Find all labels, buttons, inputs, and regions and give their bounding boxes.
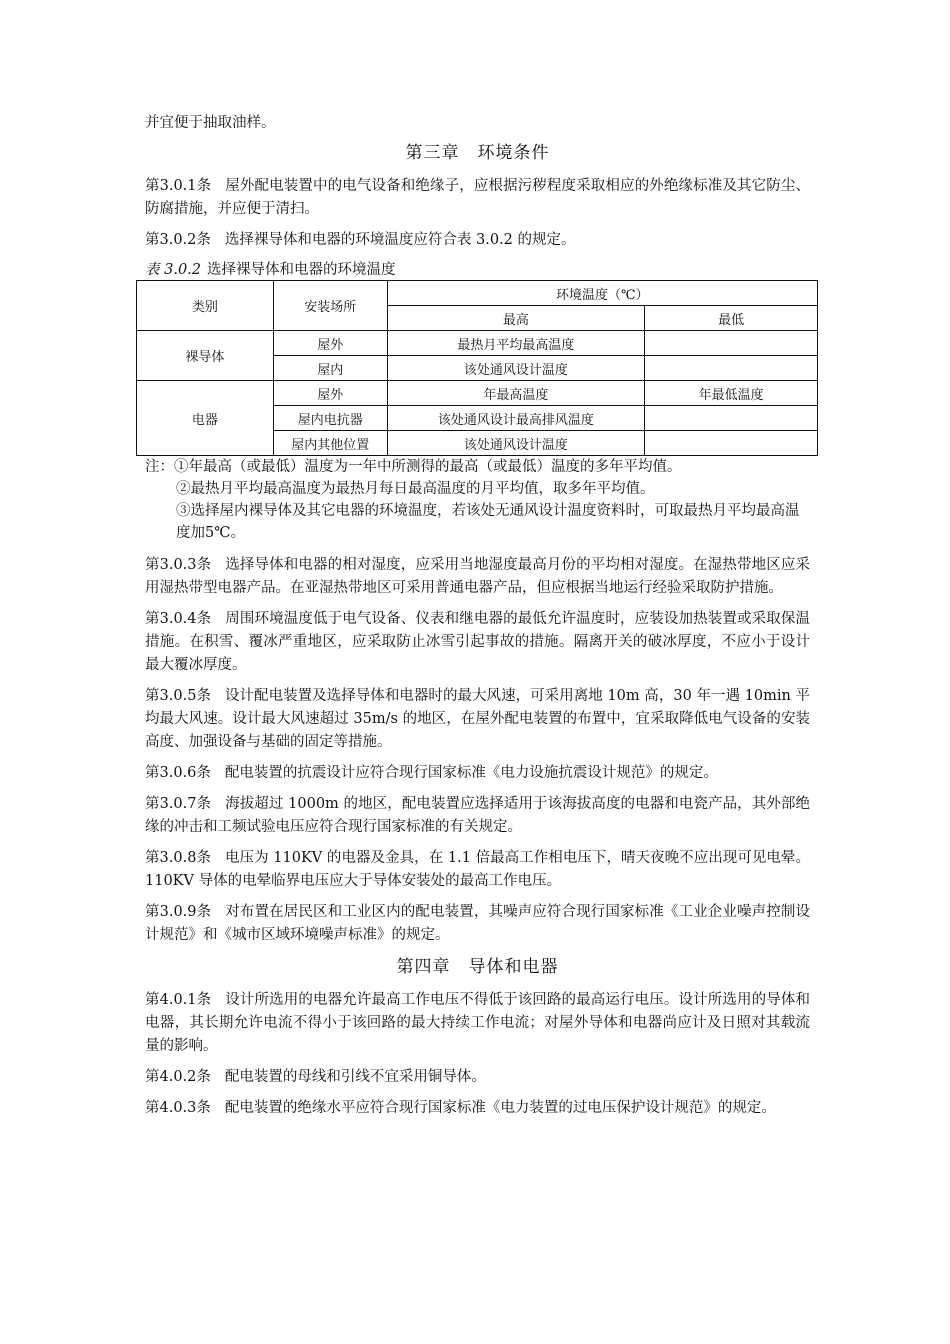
cell-max: 最热月平均最高温度 bbox=[387, 331, 645, 356]
article-3-0-4 bbox=[145, 608, 810, 677]
intro-line: 并宜便于抽取油样。 bbox=[145, 115, 276, 131]
article-text: 海拔超过 1000m 的地区，配电装置应选择适用于该海拔高度的电器和电瓷产品，其外部绝缘的冲击和工频试验电压应符合现行国家标准的有关规定。 bbox=[145, 796, 810, 835]
article-3-0-7 bbox=[145, 793, 810, 839]
cell-location: 屋内 bbox=[273, 356, 387, 381]
article-text: 设计所选用的电器允许最高工作电压不得低于该回路的最高运行电压。设计所选用的导体和电器，其长期允许电流不得小于该回路的最大持续工作电流；对屋外导体和电器尚应计及日照对其载流量的影响。 bbox=[145, 992, 810, 1054]
article-3-0-2 bbox=[145, 229, 810, 252]
article-4-0-2 bbox=[145, 1066, 810, 1089]
article-text: 周围环境温度低于电气设备、仪表和继电器的最低允许温度时，应装设加热装置或采取保温措施。在积雪、覆冰严重地区，应采取防止冰雪引起事故的措施。隔离开关的破冰厚度，不应小于设计最大覆冰厚度。 bbox=[145, 611, 810, 673]
header-env-temp: 环境温度（℃） bbox=[387, 281, 817, 306]
table-title: 选择裸导体和电器的环境温度 bbox=[207, 262, 396, 278]
article-text: 选择裸导体和电器的环境温度应符合表 3.0.2 的规定。 bbox=[224, 232, 576, 248]
article-text: 对布置在居民区和工业区内的配电装置，其噪声应符合现行国家标准《工业企业噪声控制设计规范》和《城市区域环境噪声标准》的规定。 bbox=[145, 904, 810, 943]
header-category: 类别 bbox=[137, 281, 274, 331]
article-4-0-1 bbox=[145, 989, 810, 1058]
table-note-2: ②最热月平均最高温度为最热月每日最高温度的月平均值，取多年平均值。 bbox=[176, 481, 655, 497]
article-number: 第3.0.7条 bbox=[145, 796, 212, 812]
article-text: 配电装置的绝缘水平应符合现行国家标准《电力装置的过电压保护设计规范》的规定。 bbox=[224, 1100, 776, 1116]
table-note-3: ③选择屋内裸导体及其它电器的环境温度，若该处无通风设计温度资料时，可取最热月平均最高温度加5℃。 bbox=[176, 503, 800, 541]
article-3-0-1 bbox=[145, 175, 810, 221]
article-text: 设计配电装置及选择导体和电器时的最大风速，可采用离地 10m 高，30 年一遇 10min 平均最大风速。设计最大风速超过 35m/s 的地区，在屋外配电装置的布置中，宜采取降低电气设备的安装高度、加强设备与基础的固定等措施。 bbox=[145, 688, 810, 750]
article-number: 第4.0.3条 bbox=[145, 1100, 211, 1116]
article-number: 第3.0.2条 bbox=[145, 232, 211, 248]
article-number: 第4.0.1条 bbox=[145, 992, 212, 1008]
article-number: 第3.0.8条 bbox=[145, 850, 212, 866]
article-text: 配电装置的母线和引线不宜采用铜导体。 bbox=[224, 1069, 486, 1085]
article-number: 第3.0.3条 bbox=[145, 557, 212, 573]
header-location: 安装场所 bbox=[273, 281, 387, 331]
table-header-row bbox=[137, 281, 818, 306]
cell-location: 屋内其他位置 bbox=[273, 431, 387, 456]
article-number: 第3.0.1条 bbox=[145, 178, 212, 194]
article-3-0-9 bbox=[145, 901, 810, 947]
article-text: 配电装置的抗震设计应符合现行国家标准《电力设施抗震设计规范》的规定。 bbox=[224, 765, 718, 781]
cell-location: 屋外 bbox=[273, 331, 387, 356]
article-number: 第3.0.5条 bbox=[145, 688, 211, 704]
cell-min bbox=[645, 406, 818, 431]
article-4-0-3 bbox=[145, 1097, 810, 1120]
article-number: 第3.0.6条 bbox=[145, 765, 211, 781]
group-bare-conductor: 裸导体 bbox=[137, 331, 274, 381]
environment-temperature-table bbox=[136, 280, 818, 456]
cell-max: 该处通风设计温度 bbox=[387, 431, 645, 456]
cell-min bbox=[645, 331, 818, 356]
cell-min: 年最低温度 bbox=[645, 381, 818, 406]
cell-max: 该处通风设计最高排风温度 bbox=[387, 406, 645, 431]
article-text: 电压为 110KV 的电器及金具，在 1.1 倍最高工作相电压下，晴天夜晚不应出现可见电晕。110KV 导体的电晕临界电压应大于导体安装处的最高工作电压。 bbox=[145, 850, 810, 889]
cell-max: 年最高温度 bbox=[387, 381, 645, 406]
article-3-0-3 bbox=[145, 554, 810, 600]
document-page bbox=[145, 112, 810, 1128]
article-number: 第4.0.2条 bbox=[145, 1069, 211, 1085]
chapter-4-title: 第四章 导体和电器 bbox=[396, 957, 559, 977]
article-3-0-5 bbox=[145, 685, 810, 754]
cell-location: 屋内电抗器 bbox=[273, 406, 387, 431]
article-text: 屋外配电装置中的电气设备和绝缘子，应根据污秽程度采取相应的外绝缘标准及其它防尘、防腐措施，并应便于清扫。 bbox=[145, 178, 810, 217]
table-note-1: 注：①年最高（或最低）温度为一年中所测得的最高（或最低）温度的多年平均值。 bbox=[145, 459, 682, 475]
article-text: 选择导体和电器的相对湿度，应采用当地湿度最高月份的平均相对湿度。在湿热带地区应采用湿热带型电器产品。在亚湿热带地区可采用普通电器产品，但应根据当地运行经验采取防护措施。 bbox=[145, 557, 810, 596]
cell-min bbox=[645, 431, 818, 456]
chapter-3-title: 第三章 环境条件 bbox=[405, 143, 550, 163]
article-number: 第3.0.9条 bbox=[145, 904, 212, 920]
table-row bbox=[137, 381, 818, 406]
table-caption bbox=[145, 260, 810, 280]
cell-max: 该处通风设计温度 bbox=[387, 356, 645, 381]
article-3-0-6 bbox=[145, 762, 810, 785]
header-min: 最低 bbox=[645, 306, 818, 331]
table-row bbox=[137, 331, 818, 356]
article-number: 第3.0.4条 bbox=[145, 611, 212, 627]
cell-min bbox=[645, 356, 818, 381]
article-3-0-8 bbox=[145, 847, 810, 893]
cell-location: 屋外 bbox=[273, 381, 387, 406]
header-max: 最高 bbox=[387, 306, 645, 331]
table-number: 表 3.0.2 bbox=[145, 262, 202, 278]
group-apparatus: 电器 bbox=[137, 381, 274, 456]
